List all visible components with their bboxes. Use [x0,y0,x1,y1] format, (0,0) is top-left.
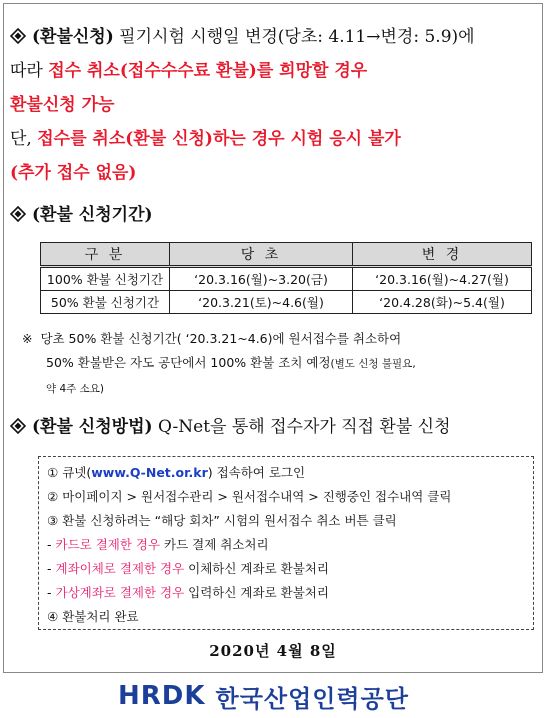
note-text-2-small: (별도 신청 불필요, [330,358,416,370]
notice-line-4-highlight: 접수를 취소(환불 신청)하는 경우 시험 응시 불가 [37,129,401,149]
note-text-1: 당초 50% 환불 신청기간( ‘20.3.21~4.6)에 원서접수를 취소하여 [40,331,402,346]
note-line-2 [22,351,532,376]
table-cell: ‘20.4.28(화)~5.4(월) [353,291,532,314]
hrdk-logo [118,680,409,712]
section-refund-period [10,198,530,232]
notice-line-4-plain: 단, [10,129,38,149]
step-3-sub-transfer [47,559,329,577]
sub-card-condition: 카드로 결제한 경우 [51,537,161,552]
note-text-2: 50% 환불받은 자도 공단에서 100% 환불 조치 예정 [46,355,331,370]
step-2 [47,487,451,505]
step-number: ① [47,465,59,480]
notice-line-2-plain: 따라 [10,61,49,81]
refund-label: (환불신청) [32,27,114,47]
hrdk-logo-name: 한국산업인력공단 [215,684,409,713]
reference-mark-icon: ※ [22,331,33,346]
step-number: ④ [47,609,59,624]
notice-line-4 [10,122,530,156]
section-refund-notice [10,20,530,190]
notice-line-1-text: 필기시험 시행일 변경(당초: 4.11→변경: 5.9)에 [113,27,475,47]
table-cell: ‘20.3.16(월)~3.20(금) [170,267,353,291]
sub-transfer-condition: 계좌이체로 결제한 경우 [51,561,185,576]
notice-line-2 [10,54,530,88]
step-1-text-end: ) 접속하여 로그인 [207,465,306,480]
notice-line-5 [10,156,530,190]
diamond-bullet-icon [10,418,26,434]
step-4-text: 환불처리 완료 [58,609,139,624]
notice-line-2-highlight: 접수 취소(접수수수료 환불)를 희망할 경우 [48,61,368,81]
sub-transfer-result: 이체하신 계좌로 환불처리 [184,561,329,576]
refund-period-heading: (환불 신청기간) [32,205,153,225]
refund-period-table [40,242,532,314]
sub-bullet: - [47,537,52,552]
table-cell: 50% 환불 신청기간 [41,291,170,314]
notice-line-5-highlight: (추가 접수 없음) [10,163,137,183]
notice-line-1 [10,20,530,54]
section-refund-method [10,410,530,444]
notice-line-3-highlight: 환불신청 가능 [10,95,115,115]
diamond-bullet-icon [10,28,26,44]
note-text-3-small: 약 4주 소요) [46,383,105,395]
table-row [41,267,532,291]
step-number: ③ [47,513,59,528]
step-number: ② [47,489,59,504]
sub-card-result: 카드 결제 취소처리 [160,537,269,552]
step-4 [47,607,139,625]
refund-period-title [10,198,530,232]
hrdk-logo-mark: HRDK [118,681,206,711]
sub-virtual-result: 입력하신 계좌로 환불처리 [184,585,329,600]
notice-date: 2020년 4월 8일 [209,642,337,660]
step-3-sub-card [47,535,269,553]
table-cell: ‘20.3.21(토)~4.6(월) [170,291,353,314]
table-header-changed: 변 경 [353,243,532,267]
diamond-bullet-icon [10,206,26,222]
sub-virtual-condition: 가상계좌로 결제한 경우 [51,585,185,600]
sub-bullet: - [47,585,52,600]
step-3-text: 환불 신청하려는 “해당 회차” 시험의 원서접수 취소 버튼 클릭 [58,513,397,528]
step-1 [47,463,305,481]
refund-method-label: (환불 신청방법) [32,417,153,437]
refund-note [22,327,532,401]
step-3-sub-virtual [47,583,329,601]
table-cell: ‘20.3.16(월)~4.27(월) [353,267,532,291]
table-header-original: 당 초 [170,243,353,267]
table-header-row [41,243,532,267]
note-line-1 [22,327,532,351]
table-header-category: 구 분 [41,243,170,267]
sub-bullet: - [47,561,52,576]
qnet-link[interactable]: www.Q-Net.or.kr [91,465,208,480]
notice-line-3 [10,88,530,122]
refund-steps-box [38,456,534,630]
step-1-text: 큐넷( [58,465,92,480]
refund-method-text: Q-Net을 통해 접수자가 직접 환불 신청 [152,417,451,437]
step-2-text: 마이페이지 > 원서접수관리 > 원서접수내역 > 진행중인 접수내역 클릭 [58,489,452,504]
refund-method-title [10,410,530,444]
table-cell: 100% 환불 신청기간 [41,267,170,291]
step-3 [47,511,397,529]
note-line-3 [22,376,532,401]
table-row [41,291,532,314]
